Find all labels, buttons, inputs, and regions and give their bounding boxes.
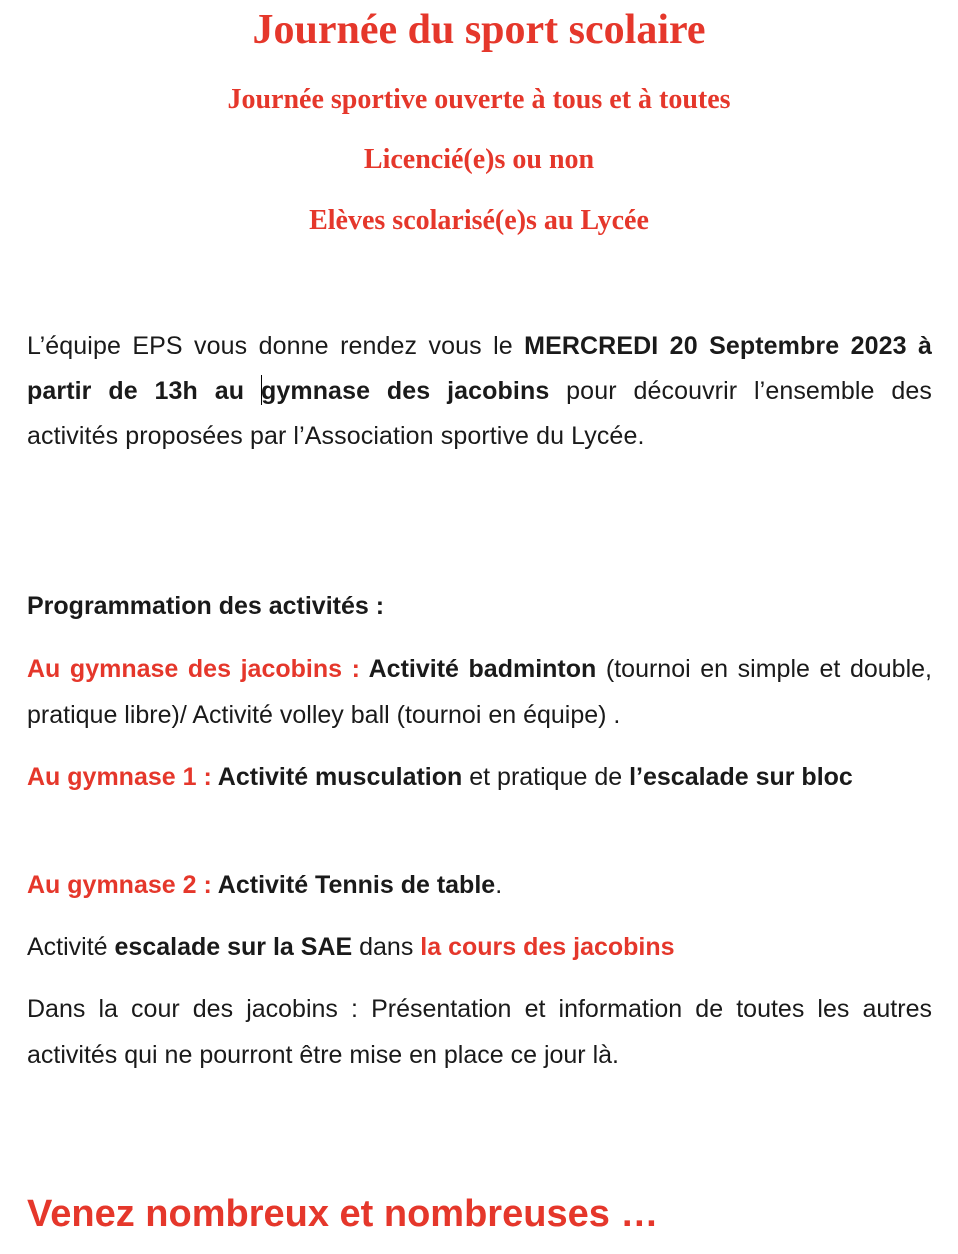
activity-item-gymnase-2 bbox=[27, 862, 932, 908]
activity-location: Au gymnase 2 : bbox=[27, 871, 212, 899]
subtitle-students: Elèves scolarisé(e)s au Lycée bbox=[309, 205, 649, 236]
activity-name: Activité musculation bbox=[211, 763, 463, 791]
closing-call: Venez nombreux et nombreuses … bbox=[27, 1193, 659, 1235]
escalade-location: la cours des jacobins bbox=[420, 933, 675, 961]
intro-text-end: pour découvrir l’ensemble des activités proposées par l’Association sportive du Lycée. bbox=[27, 377, 932, 450]
program-heading: Programmation des activités : bbox=[27, 592, 385, 620]
page-title: Journée du sport scolaire bbox=[252, 7, 706, 53]
intro-paragraph bbox=[27, 324, 932, 459]
activity-location: Au gymnase 1 : bbox=[27, 763, 212, 791]
intro-text-start: L’équipe EPS vous donne rendez vous le bbox=[27, 332, 525, 360]
activity-location: Au gymnase des jacobins : bbox=[27, 655, 360, 683]
activity-connector: et pratique de bbox=[462, 763, 630, 791]
escalade-middle: dans bbox=[352, 933, 421, 961]
subtitle-licensed: Licencié(e)s ou non bbox=[363, 144, 595, 175]
activity-item-gymnase-1 bbox=[27, 754, 932, 800]
subtitle-open-to-all: Journée sportive ouverte à tous et à toutes bbox=[227, 84, 731, 115]
intro-date-time: MERCREDI 20 Septembre 2023 à partir de 13h au bbox=[27, 332, 932, 405]
activity-name: Activité badminton bbox=[359, 655, 597, 683]
courtyard-paragraph: Dans la cour des jacobins : Présentation et information de toutes les autres activités qui ne pourront être mise en place ce jour là. bbox=[27, 995, 932, 1069]
activity-item-jacobins bbox=[27, 646, 932, 738]
activity-name-2: l’escalade sur bloc bbox=[629, 763, 853, 791]
escalade-prefix: Activité bbox=[27, 933, 115, 961]
escalade-activity: escalade sur la SAE bbox=[114, 933, 353, 961]
activity-detail: (tournoi en simple et double, pratique libre)/ Activité volley ball (tournoi en équipe) . bbox=[27, 655, 932, 729]
intro-place: gymnase des jacobins bbox=[260, 377, 550, 405]
activity-name: Activité Tennis de table bbox=[211, 871, 496, 899]
activity-end: . bbox=[495, 871, 503, 899]
activity-item-escalade bbox=[27, 924, 932, 970]
